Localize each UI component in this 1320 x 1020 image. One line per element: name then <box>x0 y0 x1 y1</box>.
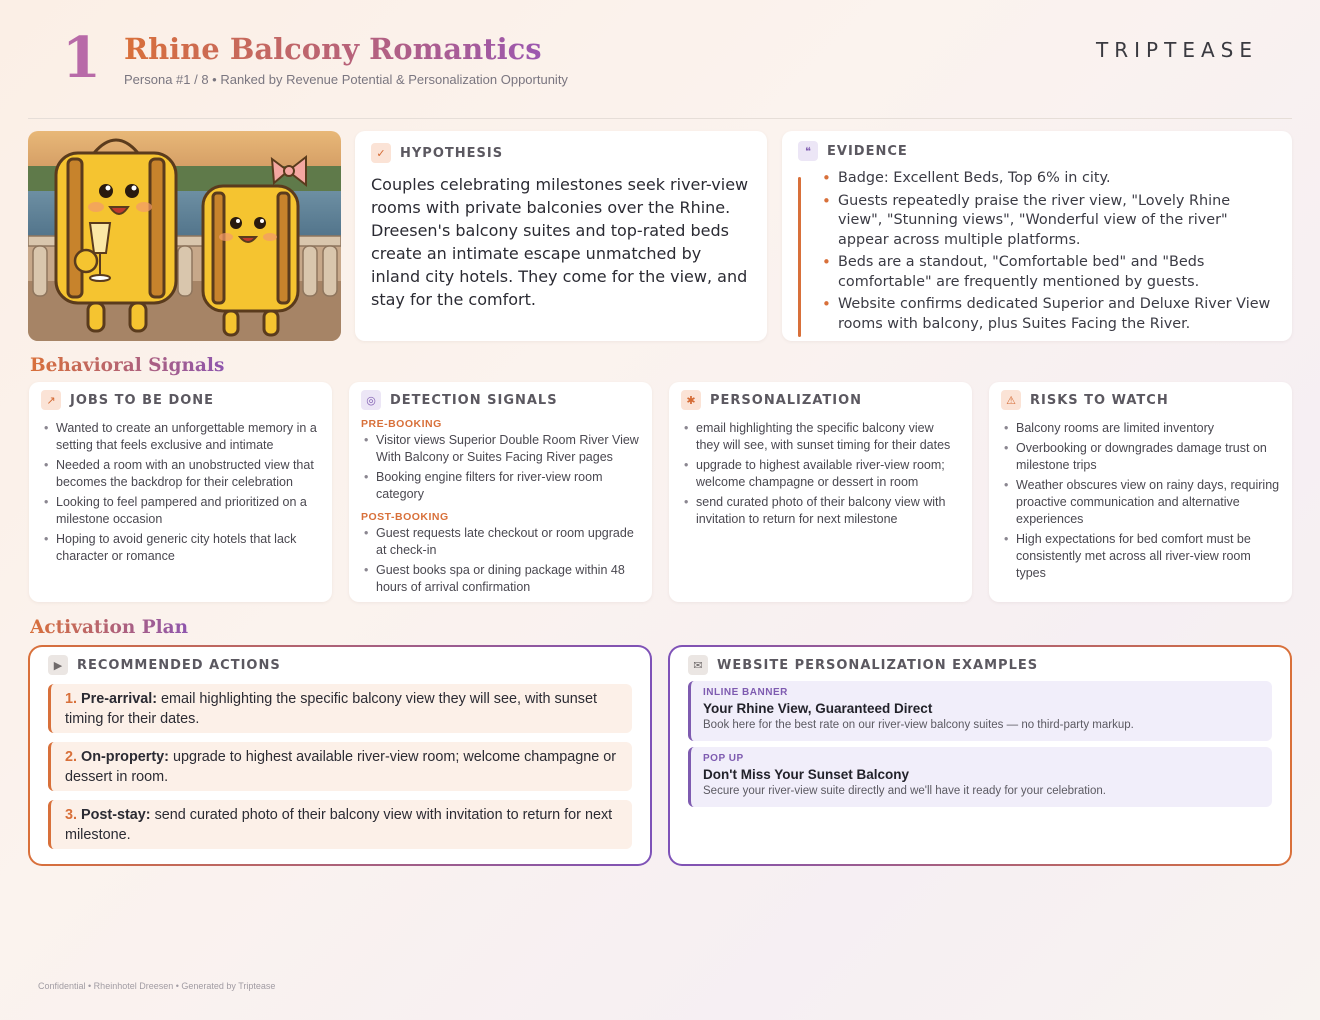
web-example-inline-banner <box>688 681 1272 741</box>
action-item-on-property <box>48 742 632 791</box>
personalization-title: PERSONALIZATION <box>710 392 863 408</box>
website-header <box>688 655 1272 675</box>
sparkle-icon: ✱ <box>681 390 701 410</box>
quote-icon: ❝ <box>798 141 818 161</box>
evidence-item: • Beds are a standout, "Comfortable bed" and "Beds comfortable" are frequently mentioned by guests. <box>822 253 1276 292</box>
web-example-body: Secure your river-view suite directly and we'll have it ready for your celebration. <box>703 785 1106 797</box>
list-item: • Hoping to avoid generic city hotels that lack character or romance <box>41 531 320 565</box>
target-icon: ◎ <box>361 390 381 410</box>
website-personalization-inner <box>670 647 1290 864</box>
web-example-body: Book here for the best rate on our river-view balcony suites — no third-party markup. <box>703 719 1134 731</box>
jobs-card <box>29 382 332 602</box>
web-example-headline: Your Rhine View, Guaranteed Direct <box>703 701 933 716</box>
page-footer: Confidential • Rheinhotel Dreesen • Generated by Triptease <box>38 981 276 991</box>
page-subtitle: Persona #1 / 8 • Ranked by Revenue Potential & Personalization Opportunity <box>124 72 568 87</box>
evidence-item: • Guests repeatedly praise the river view, "Lovely Rhine view", "Stunning views", "Wonderful view of the river" appear across multiple platforms. <box>822 192 1276 251</box>
personalization-list <box>681 420 960 528</box>
detection-title: DETECTION SIGNALS <box>390 392 558 408</box>
evidence-body <box>798 169 1276 334</box>
suitcase-couple-image <box>28 131 341 341</box>
persona-illustration <box>28 131 341 341</box>
detection-header <box>361 390 640 410</box>
recommended-actions-card <box>28 645 652 866</box>
evidence-card <box>782 131 1292 341</box>
evidence-item: • Badge: Excellent Beds, Top 6% in city. <box>822 169 1276 189</box>
list-item: • email highlighting the specific balcony view they will see, with sunset timing for their dates <box>681 420 960 454</box>
jobs-list <box>41 420 320 565</box>
list-item: • upgrade to highest available river-view room; welcome champagne or dessert in room <box>681 457 960 491</box>
list-item: • Booking engine filters for river-view room category <box>361 469 640 503</box>
post-booking-label: POST-BOOKING <box>361 511 449 523</box>
action-text: email highlighting the specific balcony view they will see, with sunset timing for their dates. <box>65 691 597 727</box>
envelope-icon: ✉ <box>688 655 708 675</box>
recommended-actions-inner <box>30 647 650 864</box>
website-title: WEBSITE PERSONALIZATION EXAMPLES <box>717 657 1039 673</box>
hypothesis-header <box>371 143 751 163</box>
personalization-card <box>669 382 972 602</box>
play-icon: ▶ <box>48 655 68 675</box>
brand-logo: TRIPTEASE <box>1096 38 1258 62</box>
jobs-header <box>41 390 320 410</box>
list-item: • Balcony rooms are limited inventory <box>1001 420 1280 437</box>
pre-booking-list <box>361 432 640 503</box>
section-behavioral-signals: Behavioral Signals <box>30 355 225 376</box>
list-item: • Looking to feel pampered and prioritized on a milestone occasion <box>41 494 320 528</box>
web-example-type: INLINE BANNER <box>703 687 788 698</box>
list-item: • Guest books spa or dining package within 48 hours of arrival confirmation <box>361 562 640 596</box>
check-icon: ✓ <box>371 143 391 163</box>
evidence-list <box>822 169 1276 334</box>
web-example-headline: Don't Miss Your Sunset Balcony <box>703 767 909 782</box>
action-text: send curated photo of their balcony view with invitation to return for next milestone. <box>65 807 613 843</box>
list-item: • Overbooking or downgrades damage trust on milestone trips <box>1001 440 1280 474</box>
actions-header <box>48 655 632 675</box>
action-item-post-stay <box>48 800 632 849</box>
header-divider <box>28 118 1292 119</box>
list-item: • Needed a room with an unobstructed view that becomes the backdrop for their celebration <box>41 457 320 491</box>
list-item: • Weather obscures view on rainy days, requiring proactive communication and alternative experiences <box>1001 477 1280 528</box>
persona-number: 1 <box>62 25 101 91</box>
list-item: • send curated photo of their balcony view with invitation to return for next milestone <box>681 494 960 528</box>
risks-title: RISKS TO WATCH <box>1030 392 1169 408</box>
page-title: Rhine Balcony Romantics <box>124 32 542 66</box>
hypothesis-card <box>355 131 767 341</box>
evidence-title: EVIDENCE <box>827 143 908 159</box>
list-item: • Guest requests late checkout or room upgrade at check-in <box>361 525 640 559</box>
hypothesis-text: Couples celebrating milestones seek river-view rooms with private balconies over the Rhine. Dreesen's balcony suites and top-rated beds create an intimate escape unmatched by inland city hotels. They come for the view, and stay for the comfort. <box>371 175 749 309</box>
actions-title: RECOMMENDED ACTIONS <box>77 657 281 673</box>
jobs-title: JOBS TO BE DONE <box>70 392 215 408</box>
evidence-header <box>798 141 1276 161</box>
warning-icon: ⚠ <box>1001 390 1021 410</box>
page-header <box>0 0 1320 120</box>
website-personalization-card <box>668 645 1292 866</box>
action-text: upgrade to highest available river-view room; welcome champagne or dessert in room. <box>65 749 617 785</box>
risks-card <box>989 382 1292 602</box>
list-item: • High expectations for bed comfort must be consistently met across all river-view room types <box>1001 531 1280 582</box>
section-activation-plan: Activation Plan <box>30 617 189 638</box>
action-label: On-property: <box>81 749 169 765</box>
evidence-item: • Website confirms dedicated Superior and Deluxe River View rooms with balcony, plus Suites Facing the River. <box>822 295 1276 334</box>
post-booking-list <box>361 525 640 596</box>
action-label: Pre-arrival: <box>81 691 158 707</box>
action-item-pre-arrival <box>48 684 632 733</box>
web-example-pop-up <box>688 747 1272 807</box>
action-number: 3. <box>65 807 78 823</box>
action-label: Post-stay: <box>81 807 151 823</box>
hypothesis-title: HYPOTHESIS <box>400 145 504 161</box>
list-item: • Visitor views Superior Double Room River View With Balcony or Suites Facing River pages <box>361 432 640 466</box>
action-number: 1. <box>65 691 78 707</box>
arrow-up-right-icon: ↗ <box>41 390 61 410</box>
risks-header <box>1001 390 1280 410</box>
action-number: 2. <box>65 749 78 765</box>
personalization-header <box>681 390 960 410</box>
list-item: • Wanted to create an unforgettable memory in a setting that feels exclusive and intimate <box>41 420 320 454</box>
web-example-type: POP UP <box>703 753 744 764</box>
pre-booking-label: PRE-BOOKING <box>361 418 442 430</box>
evidence-accent-bar <box>798 177 801 337</box>
risks-list <box>1001 420 1280 582</box>
detection-card <box>349 382 652 602</box>
